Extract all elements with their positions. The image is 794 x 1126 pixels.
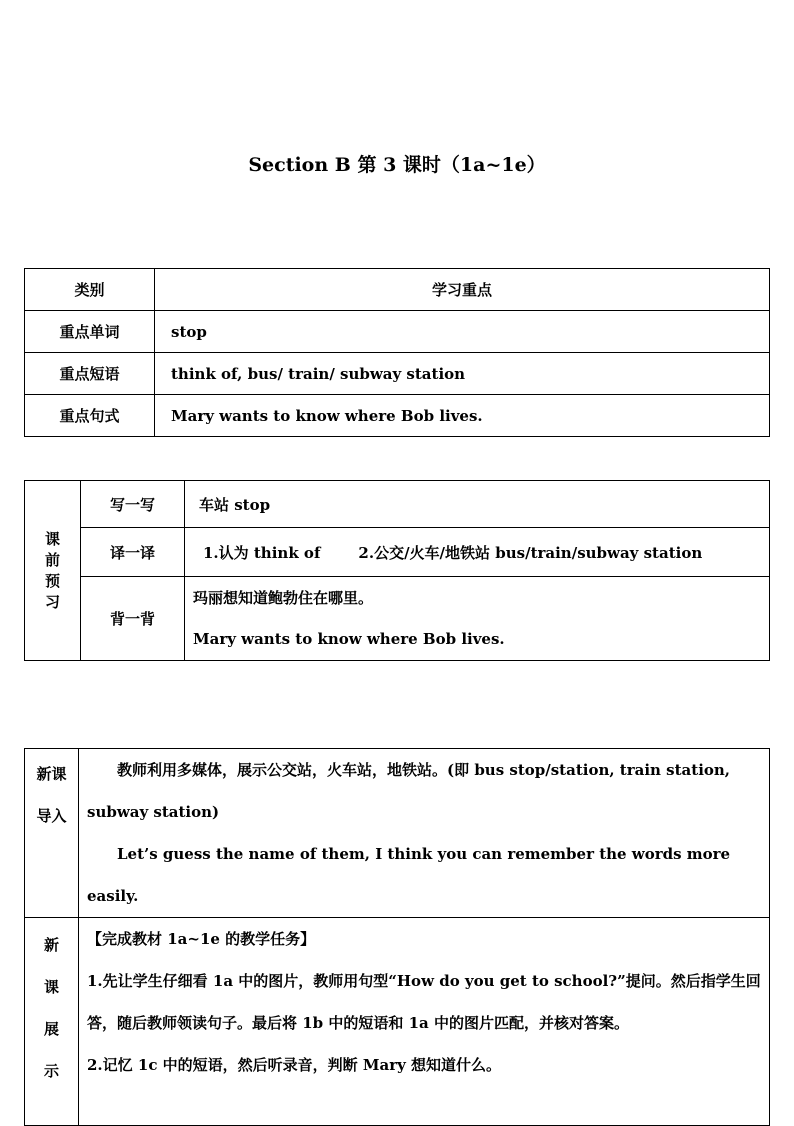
- recite-english: Mary wants to know where Bob lives.: [193, 629, 505, 648]
- header-category: 类别: [25, 269, 155, 311]
- row-value: think of, bus/ train/ subway station: [155, 353, 770, 395]
- row-value: [185, 577, 770, 661]
- show-item-2: 2.记忆 1c 中的短语，然后听录音，判断 Mary 想知道什么。: [87, 1056, 502, 1074]
- show-content: [79, 918, 770, 1126]
- lesson-table: [24, 748, 770, 1126]
- table-row: [25, 577, 770, 661]
- row-label: 重点句式: [25, 395, 155, 437]
- show-heading: 【完成教材 1a~1e 的教学任务】: [87, 930, 316, 948]
- translate-item-1: 1.认为 think of: [203, 543, 321, 562]
- translate-item-2: 2.公交/火车/地铁站 bus/train/subway station: [358, 543, 703, 562]
- row-label: 重点短语: [25, 353, 155, 395]
- row-value: 车站 stop: [185, 481, 770, 528]
- table-row: [25, 353, 770, 395]
- header-key-points: 学习重点: [155, 269, 770, 311]
- table-row: [25, 481, 770, 528]
- key-points-table: [24, 268, 770, 437]
- table-row: [25, 395, 770, 437]
- intro-content: [79, 749, 770, 918]
- table-row: [25, 918, 770, 1126]
- row-value: stop: [155, 311, 770, 353]
- intro-paragraph-1: 教师利用多媒体，展示公交站，火车站，地铁站。(即 bus stop/station, train station, subway station): [87, 761, 731, 821]
- intro-paragraph-2: Let’s guess the name of them, I think you can remember the words more easily.: [87, 845, 731, 905]
- table-row: [25, 749, 770, 918]
- table-row: [25, 528, 770, 577]
- row-label: 写一写: [81, 481, 185, 528]
- intro-side-label: 新课 导入: [25, 749, 79, 918]
- table-header-row: [25, 269, 770, 311]
- row-label: 译一译: [81, 528, 185, 577]
- recite-chinese: 玛丽想知道鲍勃住在哪里。: [193, 588, 374, 607]
- show-side-label: 新 课 展 示: [25, 918, 79, 1126]
- row-label: 重点单词: [25, 311, 155, 353]
- table-row: [25, 311, 770, 353]
- row-value: Mary wants to know where Bob lives.: [155, 395, 770, 437]
- page-title: Section B 第 3 课时（1a~1e）: [248, 154, 546, 176]
- preview-side-label: 课 前 预 习: [25, 481, 81, 661]
- preview-table: [24, 480, 770, 661]
- row-label: 背一背: [81, 577, 185, 661]
- show-item-1: 1.先让学生仔细看 1a 中的图片，教师用句型“How do you get to school?”提问。然后指学生回答，随后教师领读句子。最后将 1b 中的短语和 1a 中的图片匹配，并核对答案。: [87, 972, 761, 1032]
- row-value: [185, 528, 770, 577]
